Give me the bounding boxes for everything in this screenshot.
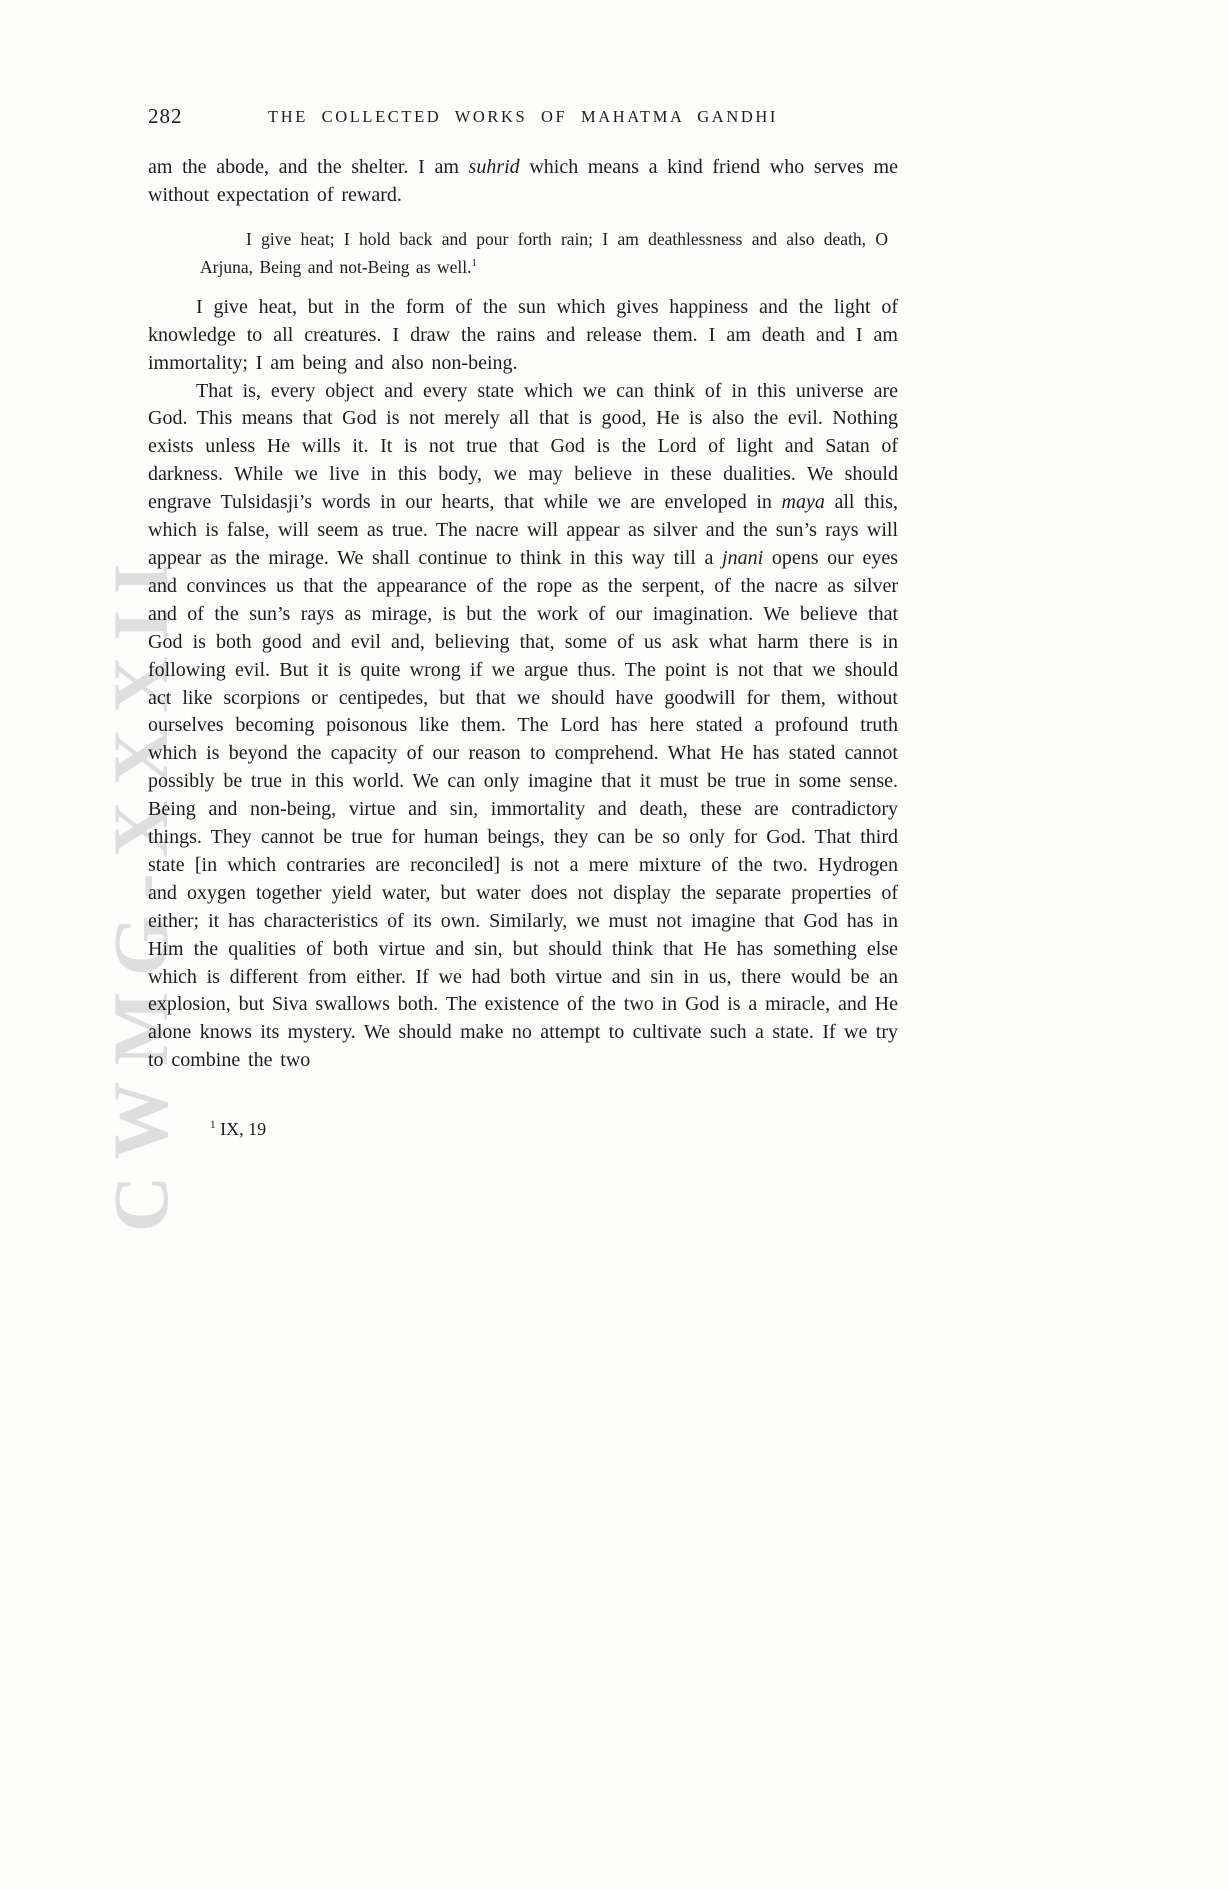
running-title: THE COLLECTED WORKS OF MAHATMA GANDHI: [268, 107, 778, 126]
body-paragraph-commentary-1: I give heat, but in the form of the sun which gives happiness and the light of knowledge to all creatures. I draw the rains and release them. I am death and I am immortality; I am being and also non-being.: [148, 295, 898, 374]
verse-quotation: I give heat; I hold back and pour forth rain; I am deathlessness and also death, O Arjuna, Being and not-Being as well.$^1$: [200, 228, 888, 277]
page-content: [148, 104, 898, 1140]
page-number: 282: [148, 104, 183, 128]
page-header: [148, 104, 898, 130]
body-paragraph-continuation: am the abode, and the shelter. I am suhrid which means a kind friend who serves me without expectation of reward.: [148, 156, 898, 206]
body-paragraph-commentary-2: That is, every object and every state which we can think of in this universe are God. This means that God is not merely all that is good, He is also the evil. Nothing exists unless He wills it. It is not true that God is the Lord of light and Satan of darkness. While we live in this body, we may believe in these dualities. We should engrave Tulsidasji’s words in our hearts, that while we are enveloped in maya all this, which is false, will seem as true. The nacre will appear as silver and the sun’s rays will appear as the mirage. We shall continue to think in this way till a jnani opens our eyes and convinces us that the appearance of the rope as the serpent, of the nacre as silver and of the sun’s rays as mirage, is but the work of our imagination. We believe that God is both good and evil and, believing that, some of us ask what harm there is in following evil. But it is quite wrong if we argue thus. The point is not that we should act like scorpions or centipedes, but that we should have goodwill for them, without ourselves becoming poisonous like them. The Lord has here stated a profound truth which is beyond the capacity of our reason to comprehend. What He has stated cannot possibly be true in this world. We can only imagine that it must be true in some sense. Being and non-being, virtue and sin, immortality and death, these are contradictory things. They cannot be true for human beings, they can be so only for God. That third state [in which contraries are reconciled] is not a mere mixture of the two. Hydrogen and oxygen together yield water, but water does not display the separate properties of either; it has characteristics of its own. Similarly, we must not imagine that God has in Him the qualities of both virtue and sin, but should think that He has something else which is different from either. If we had both virtue and sin in us, there would be an explosion, but Siva swallows both. The existence of the two in God is a miracle, and He alone knows its mystery. We should make no attempt to cultivate such a state. If we try to combine the two: [148, 379, 898, 1072]
footnote: $^1$ IX, 19: [210, 1119, 267, 1140]
body-text-block: [148, 154, 898, 1075]
volume-watermark: CWMG-XXXII: [97, 547, 184, 1232]
